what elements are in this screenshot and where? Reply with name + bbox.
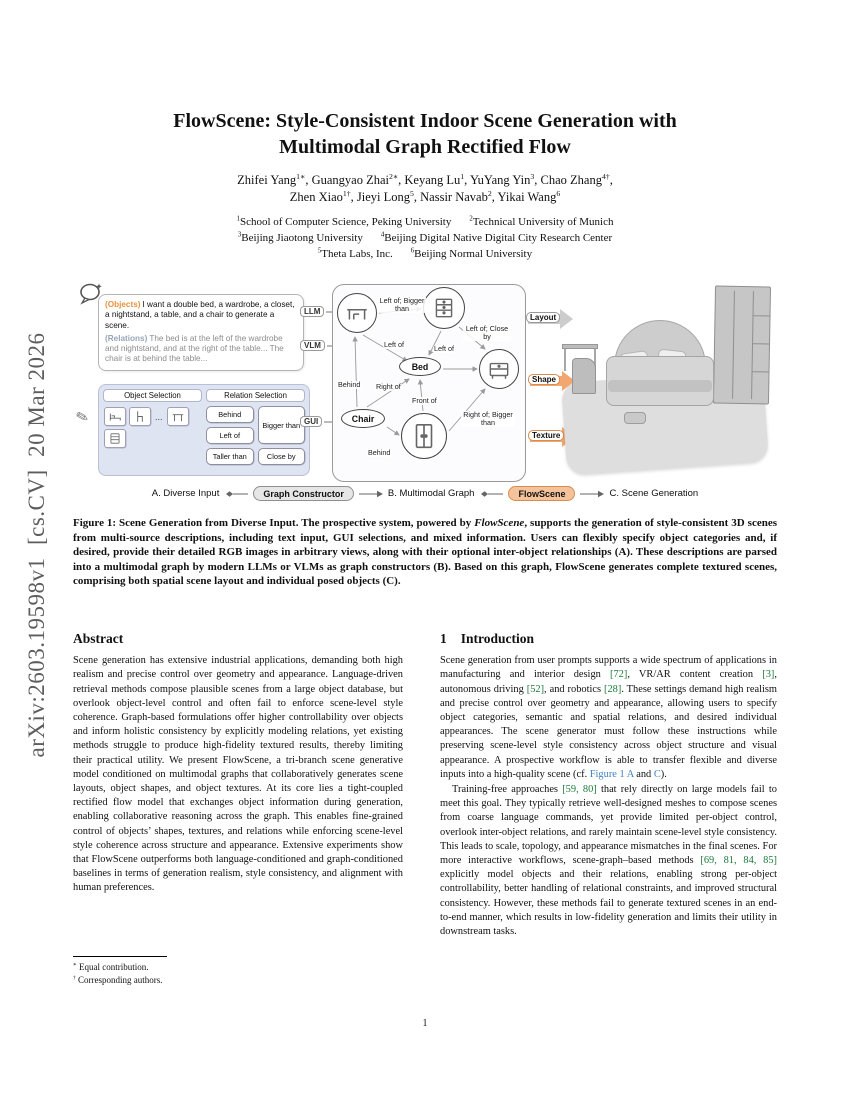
- text-segment: 1∗: [296, 171, 306, 181]
- object-selection-panel: [103, 389, 202, 471]
- edge-label: Front of: [412, 396, 437, 405]
- relation-button-bigger-than: Bigger than: [258, 406, 306, 444]
- paper-title-line-1: FlowScene: Style-Consistent Indoor Scene Generation with: [173, 110, 677, 132]
- flow-b-label: B. Multimodal Graph: [387, 488, 475, 499]
- relations-text: The bed is at the left of the wardrobe and nightstand, and at the right of the table... The chair is at behind the table...: [105, 333, 284, 364]
- page-number: 1: [422, 1018, 428, 1029]
- edge-label: Left of: [384, 340, 404, 349]
- llm-label: LLM: [300, 306, 324, 317]
- scene-blanket: [608, 380, 712, 392]
- text-segment: School of Computer Science, Peking University: [239, 216, 452, 228]
- shape-label: Shape: [528, 374, 560, 385]
- relation-selection-header: Relation Selection: [206, 389, 305, 402]
- object-thumbnails: [103, 406, 202, 449]
- citation-link[interactable]: [59, 80]: [562, 784, 597, 796]
- affiliation-line-3: [60, 246, 790, 262]
- text-segment: . These settings demand high realism and precise control over geometry and appearance, allowing users to specify object categories, semantic and spatial relations, and desired individual appearances. The scene generator must follow these instructions while preserving scene-level style consistency across object structure and visual appearance. A prospective workflow is able to transfer flexible and diverse inputs into a high-quality scene (cf.: [440, 683, 778, 780]
- text-segment: , YuYang Yin: [464, 173, 531, 187]
- citation-link[interactable]: [28]: [604, 683, 622, 695]
- relations-label: (Relations): [105, 333, 148, 343]
- text-segment: ∗: [73, 962, 77, 968]
- text-segment: , Yikai Wang: [491, 190, 557, 204]
- text-segment: 1†: [342, 188, 351, 198]
- relation-button-taller-than: Taller than: [206, 448, 254, 465]
- diamond-line-connector: [479, 490, 503, 498]
- text-segment: Beijing Jiaotong University: [241, 232, 363, 244]
- scene-desk: [562, 344, 598, 349]
- text-segment: explicitly model objects and their relations, enabling strong per-object controllability, better handling of relational constraints, and improved structural consistency. However, these methods fail to generate textured scenes in an end-to-end manner, which results in low-fidelity generation and limits their utility in downstream tasks.: [440, 869, 777, 938]
- arrow-connector: [359, 490, 383, 498]
- text-segment: , and robotics: [544, 683, 604, 695]
- text-segment: FlowScene: [474, 517, 525, 529]
- graph-node-wardrobe-image: [401, 413, 447, 459]
- edge-label: Left of: [434, 344, 454, 353]
- abstract-text: Scene generation has extensive industrial applications, demanding both high realism and precise control over geometry and appearance. Language-driven retrieval methods compose plausible scenes from a large object database, but overlook object-level control and often fail to enforce scene-level style coherence. Graph-based formulations offer higher controllability over objects and inform holistic consistency by explicitly modeling relations, yet existing methods struggle to produce high-fidelity textured results, thereby limiting their practical utility. We present FlowScene, a tri-branch scene generative model conditioned on multimodal graphs that collaboratively generates scene layouts, object shapes, and object textures. At its core lies a tight-coupled rectified flow model that exchanges object information during generation, enabling collaborative reasoning across the graph. This enables fine-grained control of objects’ shapes, textures, and relations while enforcing scene-level style coherence across structure and appearance. Extensive experiments show that FlowScene outperforms both language-conditioned and graph-conditioned baselines in terms of generation realism, style consistency, and alignment with human preferences.: [73, 655, 403, 894]
- text-segment: Zhifei Yang: [237, 173, 297, 187]
- object-thumb-table: [167, 407, 189, 426]
- diamond-line-connector: [224, 490, 248, 498]
- text-segment: 3: [237, 231, 242, 239]
- abstract-heading: Abstract: [73, 631, 124, 646]
- text-segment: Training-free approaches: [452, 784, 563, 796]
- object-thumb-chair: [129, 407, 151, 426]
- edge-label: Right of; Bigger than: [461, 411, 515, 427]
- edge-label: Left of; Bigger than: [377, 297, 427, 313]
- scene-chair: [572, 358, 596, 394]
- text-segment: , Guangyao Zhai: [305, 173, 389, 187]
- text-segment: ,: [609, 173, 613, 187]
- author-line-1: [60, 172, 790, 189]
- text-segment: 4: [380, 231, 385, 239]
- graph-node-bed: Bed: [399, 357, 441, 376]
- introduction-paragraph-1: [440, 654, 777, 782]
- text-segment: Beijing Digital Native Digital City Research Center: [384, 232, 613, 244]
- introduction-heading: [440, 632, 777, 646]
- text-segment: , Keyang Lu: [398, 173, 461, 187]
- gui-selection-panel: [98, 384, 310, 476]
- text-segment: 4†: [601, 171, 610, 181]
- section-title: Introduction: [460, 631, 535, 646]
- text-segment: Scene generation from user prompts supports a wide spectrum of applications in manufacturing and interior design: [440, 655, 777, 681]
- text-segment: , Nassir Navab: [413, 190, 488, 204]
- relation-selection-panel: [206, 389, 305, 471]
- edge-label: Left of; Close by: [463, 325, 511, 341]
- author-list: [60, 172, 790, 206]
- section-number: 1: [440, 631, 447, 646]
- text-segment: 2∗: [388, 171, 399, 181]
- text-segment: Theta Labs, Inc.: [321, 248, 393, 260]
- citation-link[interactable]: [72]: [610, 669, 628, 681]
- vlm-label: VLM: [300, 340, 325, 351]
- text-segment: 5: [317, 247, 322, 255]
- affiliation-line-1: [60, 214, 790, 230]
- arxiv-banner: arXiv:2603.19598v1 [cs.CV] 20 Mar 2026: [24, 332, 49, 758]
- text-segment: 1: [460, 171, 465, 181]
- text-segment: , VR/AR content creation: [627, 669, 763, 681]
- text-segment: 2: [469, 215, 473, 223]
- object-thumb-cabinet: [104, 429, 126, 448]
- text-segment: 3: [530, 171, 535, 181]
- text-segment: †: [73, 974, 76, 981]
- graph-node-desk-image: [337, 293, 377, 333]
- introduction-column: [440, 632, 777, 939]
- object-selection-header: Object Selection: [103, 389, 202, 402]
- pencil-icon: ✎: [73, 406, 91, 428]
- text-segment: Beijing Normal University: [414, 248, 533, 260]
- figure-reference-link[interactable]: C: [653, 768, 661, 780]
- footnote-corresponding-authors: [73, 974, 403, 987]
- scene-stool: [624, 412, 646, 424]
- author-line-2: [60, 189, 790, 206]
- relation-button-behind: Behind: [206, 406, 254, 423]
- edge-label: Behind: [368, 448, 391, 457]
- figure-reference-link[interactable]: Figure 1 A: [589, 768, 634, 780]
- ellipsis: ...: [155, 411, 163, 422]
- figure-1: [70, 280, 780, 510]
- text-segment: Corresponding authors.: [75, 974, 163, 985]
- layout-label: Layout: [526, 312, 560, 323]
- text-segment: Figure 1: Scene Generation from Diverse Input. The prospective system, powered by: [73, 517, 475, 529]
- graph-node-chair: Chair: [341, 409, 385, 428]
- scene-wardrobe: [713, 286, 771, 405]
- text-segment: , Chao Zhang: [534, 173, 602, 187]
- texture-label: Texture: [528, 430, 564, 441]
- text-segment: 5: [410, 188, 414, 198]
- gui-label: GUI: [300, 416, 322, 427]
- text-segment: Equal contribution.: [76, 962, 149, 972]
- objects-text: I want a double bed, a wardrobe, a closet, a nightstand, a table, and a chair to generate a scene.: [105, 300, 295, 330]
- graph-node-cabinet-image: [423, 287, 465, 329]
- text-segment: Technical University of Munich: [472, 216, 614, 228]
- figure-part-c-scene: [562, 280, 780, 480]
- abstract-column: [73, 632, 403, 896]
- text-segment: and: [633, 768, 654, 780]
- objects-label: (Objects): [105, 300, 141, 309]
- citation-link[interactable]: [69, 81, 84, 85]: [700, 855, 777, 867]
- flow-c-label: C. Scene Generation: [609, 488, 699, 499]
- figure-part-b-graph: [332, 284, 526, 482]
- text-segment: Zhen Xiao: [289, 190, 343, 204]
- relation-button-left-of: Left of: [206, 427, 254, 444]
- text-segment: 6: [556, 188, 561, 198]
- text-segment: 6: [410, 247, 415, 255]
- text-segment: , autonomous driving: [440, 669, 777, 695]
- affiliation-line-2: [60, 230, 790, 246]
- paper-title: [60, 108, 790, 160]
- introduction-paragraph-2: [440, 783, 777, 939]
- relation-button-close-by: Close by: [258, 448, 306, 465]
- text-segment: , supports the generation of style-consistent 3D scenes from multi-source descriptions, including text input, GUI selections, and mixed information. Users can flexibly specify object categories and, if desired, provide their detailed RGB images in arbitrary views, along with their optional inter-object relationships (A). These descriptions are parsed into a multimodal graph by modern LLMs or VLMs as graph constructors (B). Based on this graph, FlowScene generates complete textured scenes, comprising both spatial scene layout and individual posed objects (C).: [73, 517, 777, 588]
- object-thumb-bed: [104, 407, 126, 426]
- relations-prompt: [105, 334, 297, 365]
- graph-constructor-pill: Graph Constructor: [253, 486, 354, 501]
- text-segment: ).: [660, 768, 667, 780]
- paper-title-line-2: Multimodal Graph Rectified Flow: [279, 136, 571, 158]
- text-segment: , Jieyi Long: [350, 190, 411, 204]
- figure-flow-row: [70, 486, 780, 501]
- relation-buttons: [206, 406, 305, 465]
- edge-label: Behind: [338, 380, 361, 389]
- graph-node-nightstand-image: [479, 349, 519, 389]
- citation-link[interactable]: [52]: [526, 683, 545, 695]
- footnote-equal-contribution: [73, 961, 403, 974]
- citation-link[interactable]: [3]: [762, 669, 775, 681]
- footnote-rule: [73, 956, 167, 957]
- edge-label: Right of: [376, 382, 401, 391]
- text-segment: 2: [487, 188, 492, 198]
- objects-prompt: [105, 300, 297, 331]
- text-segment: 1: [236, 215, 240, 223]
- flow-a-label: A. Diverse Input: [151, 488, 220, 499]
- affiliation-list: [60, 214, 790, 262]
- footnotes: [73, 956, 403, 986]
- arrow-connector: [580, 490, 604, 498]
- text-segment: that rely directly on large models fail to meet this goal. They typically retrieve well-designed meshes to compose scenes from coarse language commands, yet provide limited per-object control, overlook inter-object relations, and rarely maintain scene-level style consistency. This leads to scale, topology, and appearance mismatches in the final scenes. For more interactive workflows, scene-graph–based methods: [440, 784, 777, 867]
- figure-caption: [73, 516, 777, 589]
- flowscene-pill: FlowScene: [508, 486, 575, 501]
- text-prompt-box: [98, 294, 304, 371]
